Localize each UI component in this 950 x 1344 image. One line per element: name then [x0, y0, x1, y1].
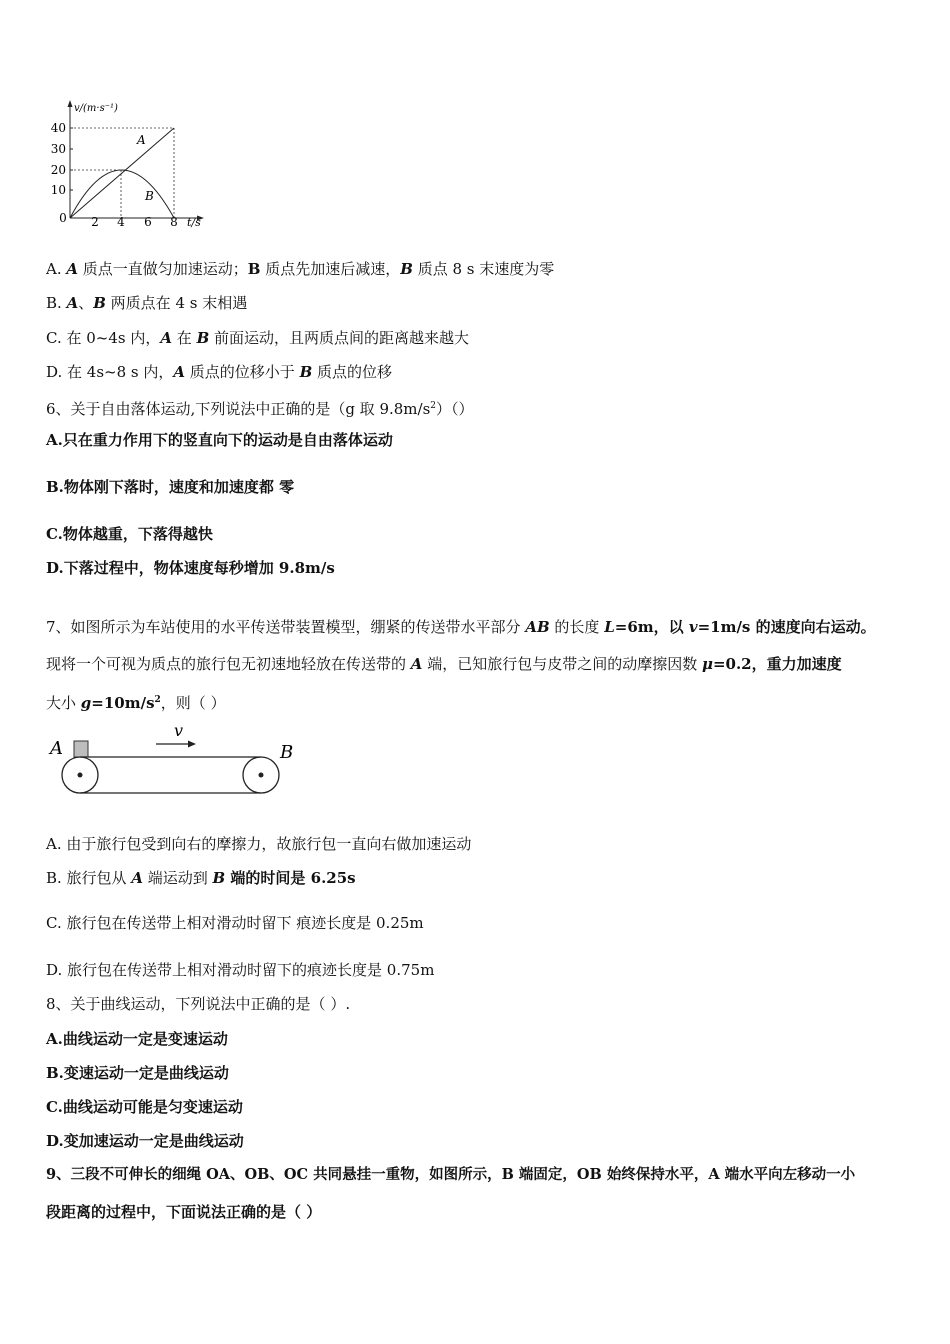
q8-option-c[interactable]: C.曲线运动可能是匀变速运动: [46, 1098, 243, 1116]
x-tick-4: 4: [117, 215, 125, 229]
q5-option-c[interactable]: C. 在 0~4s 内，A 在 B 前面运动，且两质点间的距离越来越大: [46, 329, 470, 347]
x-tick-2: 2: [91, 215, 99, 229]
q5-option-b[interactable]: B. A、B 两质点在 4 s 末相遇: [46, 294, 248, 312]
q6-option-c[interactable]: C.物体越重，下落得越快: [46, 525, 213, 543]
belt-label-b: B: [280, 742, 294, 763]
q6-stem: 6、关于自由落体运动,下列说法中正确的是（g 取 $9.8m/s^2)()$: [46, 400, 474, 418]
q7-stem-line-3: 大小 $g=10m/s^2$，则（ ）: [46, 694, 226, 712]
velocity-arrow-head: [188, 741, 196, 748]
belt-label-a: A: [50, 738, 63, 759]
q8-stem: 8、关于曲线运动，下列说法中正确的是（ ）.: [46, 995, 351, 1013]
y-tick-40: 40: [50, 121, 66, 135]
curve-a: [70, 128, 174, 218]
x-axis-label: t/s: [187, 216, 201, 229]
x-tick-6: 6: [144, 215, 152, 229]
origin-label: 0: [59, 211, 67, 225]
travel-bag: [74, 741, 88, 757]
q6-option-b[interactable]: B.物体刚下落时，速度和加速度都 零: [46, 478, 295, 496]
curve-b: [70, 170, 174, 218]
q5-option-d[interactable]: D. 在 4s~8 s 内，A 质点的位移小于 B 质点的位移: [46, 363, 393, 381]
curve-a-label: A: [137, 133, 146, 147]
y-axis-arrow: [68, 100, 73, 107]
q8-option-b[interactable]: B.变速运动一定是曲线运动: [46, 1064, 229, 1082]
q7-option-b[interactable]: B. 旅行包从 A 端运动到 B 端的时间是 6.25s: [46, 869, 356, 887]
option-letter: A.: [46, 260, 67, 278]
conveyor-belt-figure: [46, 722, 306, 802]
q5-option-a[interactable]: A. A 质点一直做匀加速运动；B 质点先加速后减速，B 质点 8 s 末速度为零: [46, 260, 555, 278]
q7-stem-line-1: 7、如图所示为车站使用的水平传送带装置模型，绷紧的传送带水平部分 AB 的长度 L=6m，以 v=1m/s 的速度向右运动。: [46, 618, 876, 636]
y-axis-label: v/(m·s⁻¹): [74, 103, 118, 114]
y-tick-10: 10: [50, 183, 66, 197]
x-tick-8: 8: [170, 215, 178, 229]
q9-stem-line-1: 9、三段不可伸长的细绳 OA、OB、OC 共同悬挂一重物，如图所示，B 端固定，OB 始终保持水平，A 端水平向左移动一小: [46, 1166, 856, 1183]
belt-label-v: v: [174, 722, 184, 740]
q8-option-d[interactable]: D.变加速运动一定是曲线运动: [46, 1132, 244, 1150]
q9-stem-line-2: 段距离的过程中，下面说法正确的是（ ）: [46, 1203, 322, 1221]
q6-option-a[interactable]: A.只在重力作用下的竖直向下的运动是自由落体运动: [46, 431, 393, 449]
left-roller-axle: [78, 773, 83, 778]
curve-b-label: B: [145, 189, 154, 203]
q7-option-a[interactable]: A. 由于旅行包受到向右的摩擦力，故旅行包一直向右做加速运动: [46, 835, 472, 853]
y-tick-20: 20: [50, 163, 66, 177]
q7-stem-line-2: 现将一个可视为质点的旅行包无初速地轻放在传送带的 A 端，已知旅行包与皮带之间的动摩擦因数 μ=0.2，重力加速度: [46, 655, 842, 673]
right-roller-axle: [259, 773, 264, 778]
q7-option-d[interactable]: D. 旅行包在传送带上相对滑动时留下的痕迹长度是 0.75m: [46, 961, 435, 979]
q6-option-d[interactable]: D.下落过程中，物体速度每秒增加 9.8m/s: [46, 559, 335, 577]
q8-option-a[interactable]: A.曲线运动一定是变速运动: [46, 1030, 228, 1048]
velocity-time-graph: [40, 96, 220, 234]
y-tick-30: 30: [50, 142, 66, 156]
q7-option-c[interactable]: C. 旅行包在传送带上相对滑动时留下 痕迹长度是 0.25m: [46, 914, 424, 932]
